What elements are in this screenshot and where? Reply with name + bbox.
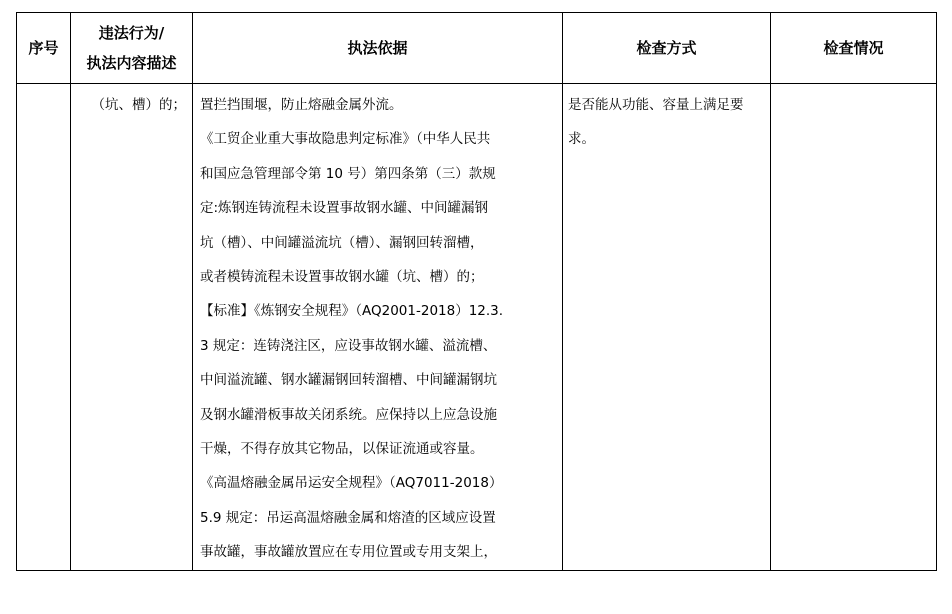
legal-basis-line: 干燥，不得存放其它物品，以保证流通或容量。	[200, 441, 484, 458]
inspection-method-text	[563, 84, 770, 157]
header-legal-basis: 执法依据	[193, 13, 563, 84]
inspection-method-line: 是否能从功能、容量上满足要	[568, 97, 744, 113]
cell-legal-basis	[193, 84, 563, 571]
enforcement-table	[16, 12, 937, 571]
cell-serial-number	[17, 84, 71, 571]
inspection-status-text	[771, 84, 936, 88]
legal-basis-line: 坑（槽）、中间罐溢流坑（槽）、漏钢回转溜槽，	[200, 234, 484, 251]
violation-description-text: （坑、槽）的；	[91, 97, 186, 113]
cell-violation-description	[71, 84, 193, 571]
legal-basis-line: 《工贸企业重大事故隐患判定标准》（中华人民共	[200, 131, 491, 148]
table-row	[17, 84, 937, 571]
cell-inspection-method	[563, 84, 771, 571]
legal-basis-line: 《高温熔融金属吊运安全规程》（AQ7011-2018）	[200, 475, 503, 492]
legal-basis-line: 和国应急管理部令第 10 号）第四条第（三）款规	[200, 165, 496, 182]
header-inspection-method: 检查方式	[563, 13, 771, 84]
legal-basis-line: 及钢水罐滑板事故关闭系统。应保持以上应急设施	[200, 406, 497, 423]
legal-basis-line: 5.9 规定：吊运高温熔融金属和熔渣的区域应设置	[200, 509, 496, 526]
legal-basis-text	[193, 84, 562, 570]
header-inspection-status: 检查情况	[771, 13, 937, 84]
header-violation-description-line2: 执法内容描述	[86, 54, 177, 72]
legal-basis-line: 事故罐，事故罐放置应在专用位置或专用支架上，	[200, 544, 497, 561]
legal-basis-line: 定:炼钢连铸流程未设置事故钢水罐、中间罐漏钢	[200, 200, 489, 217]
legal-basis-line: 或者模铸流程未设置事故钢水罐（坑、槽）的；	[200, 269, 484, 286]
cell-inspection-status	[771, 84, 937, 571]
header-violation-description-line1: 违法行为/	[98, 24, 165, 42]
inspection-method-line: 求。	[568, 131, 595, 148]
legal-basis-line: 【标准】《炼钢安全规程》（AQ2001-2018）12.3.	[200, 303, 504, 320]
table-header-row	[17, 13, 937, 84]
header-serial-number: 序号	[17, 13, 71, 84]
legal-basis-line: 中间溢流罐、钢水罐漏钢回转溜槽、中间罐漏钢坑	[200, 372, 497, 389]
serial-number-text	[17, 84, 70, 88]
header-violation-description	[71, 13, 193, 84]
legal-basis-line: 置拦挡围堰，防止熔融金属外流。	[200, 97, 403, 113]
legal-basis-line: 3 规定：连铸浇注区，应设事故钢水罐、溢流槽、	[200, 337, 497, 354]
